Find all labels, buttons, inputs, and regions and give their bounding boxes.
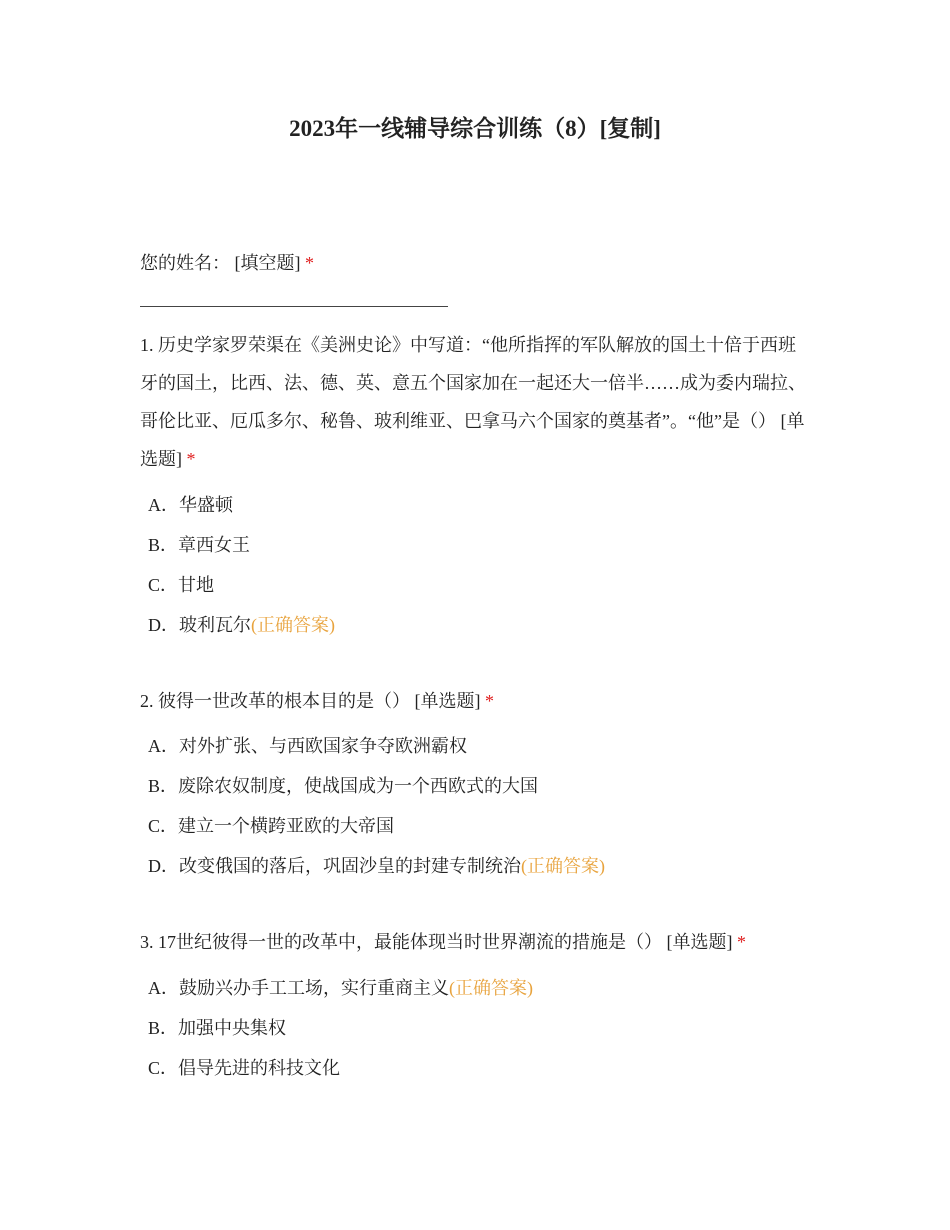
option-a[interactable] xyxy=(148,493,233,517)
option-d[interactable] xyxy=(148,613,335,637)
option-b[interactable] xyxy=(148,1016,286,1040)
option-c[interactable] xyxy=(148,573,214,597)
option-text: A．华盛顿 xyxy=(148,495,233,515)
option-a[interactable] xyxy=(148,734,467,758)
correct-answer-mark: (正确答案) xyxy=(449,978,533,998)
question-type: [填空题] xyxy=(234,253,301,273)
required-mark: * xyxy=(485,691,494,711)
question-type: [单选题] xyxy=(414,691,481,711)
question-1 xyxy=(140,326,808,478)
option-text: D．玻利瓦尔 xyxy=(148,615,251,635)
required-mark: * xyxy=(305,253,314,273)
correct-answer-mark: (正确答案) xyxy=(521,856,605,876)
question-3 xyxy=(140,923,808,961)
option-b[interactable] xyxy=(148,533,250,557)
question-2 xyxy=(140,682,808,720)
option-text: C．倡导先进的科技文化 xyxy=(148,1058,341,1078)
question-text: 2. 彼得一世改革的根本目的是（） xyxy=(140,691,410,711)
option-text: B．加强中央集权 xyxy=(148,1018,287,1038)
option-text: A．鼓励兴办手工工场，实行重商主义 xyxy=(148,978,449,998)
question-label: 您的姓名： xyxy=(140,253,230,273)
required-mark: * xyxy=(737,932,746,952)
option-text: B．章西女王 xyxy=(148,535,251,555)
question-type: [单选题] xyxy=(666,932,733,952)
option-d[interactable] xyxy=(148,854,605,878)
option-text: C．建立一个横跨亚欧的大帝国 xyxy=(148,816,395,836)
option-text: D．改变俄国的落后，巩固沙皇的封建专制统治 xyxy=(148,856,521,876)
required-mark: * xyxy=(186,449,196,469)
question-type: [单选题] xyxy=(140,411,805,469)
question-text: 3. 17世纪彼得一世的改革中，最能体现当时世界潮流的措施是（） xyxy=(140,932,662,952)
option-text: A．对外扩张、与西欧国家争夺欧洲霸权 xyxy=(148,736,467,756)
option-b[interactable] xyxy=(148,774,538,798)
question-text: 1. 历史学家罗荣渠在《美洲史论》中写道：“他所指挥的军队解放的国土十倍于西班牙的国土，比西、法、德、英、意五个国家加在一起还大一倍半……成为委内瑞拉、哥伦比亚、厄瓜多尔、秘鲁、玻利维亚、巴拿马六个国家的奠基者”。“他”是（） xyxy=(140,335,806,431)
option-a[interactable] xyxy=(148,976,533,1000)
name-input[interactable] xyxy=(140,306,448,307)
name-question xyxy=(140,244,808,282)
option-text: B．废除农奴制度，使战国成为一个西欧式的大国 xyxy=(148,776,539,796)
page-title: 2023年一线辅导综合训练（8）[复制] xyxy=(289,116,661,141)
option-text: C．甘地 xyxy=(148,575,215,595)
option-c[interactable] xyxy=(148,814,394,838)
correct-answer-mark: (正确答案) xyxy=(251,615,335,635)
option-c[interactable] xyxy=(148,1056,340,1080)
